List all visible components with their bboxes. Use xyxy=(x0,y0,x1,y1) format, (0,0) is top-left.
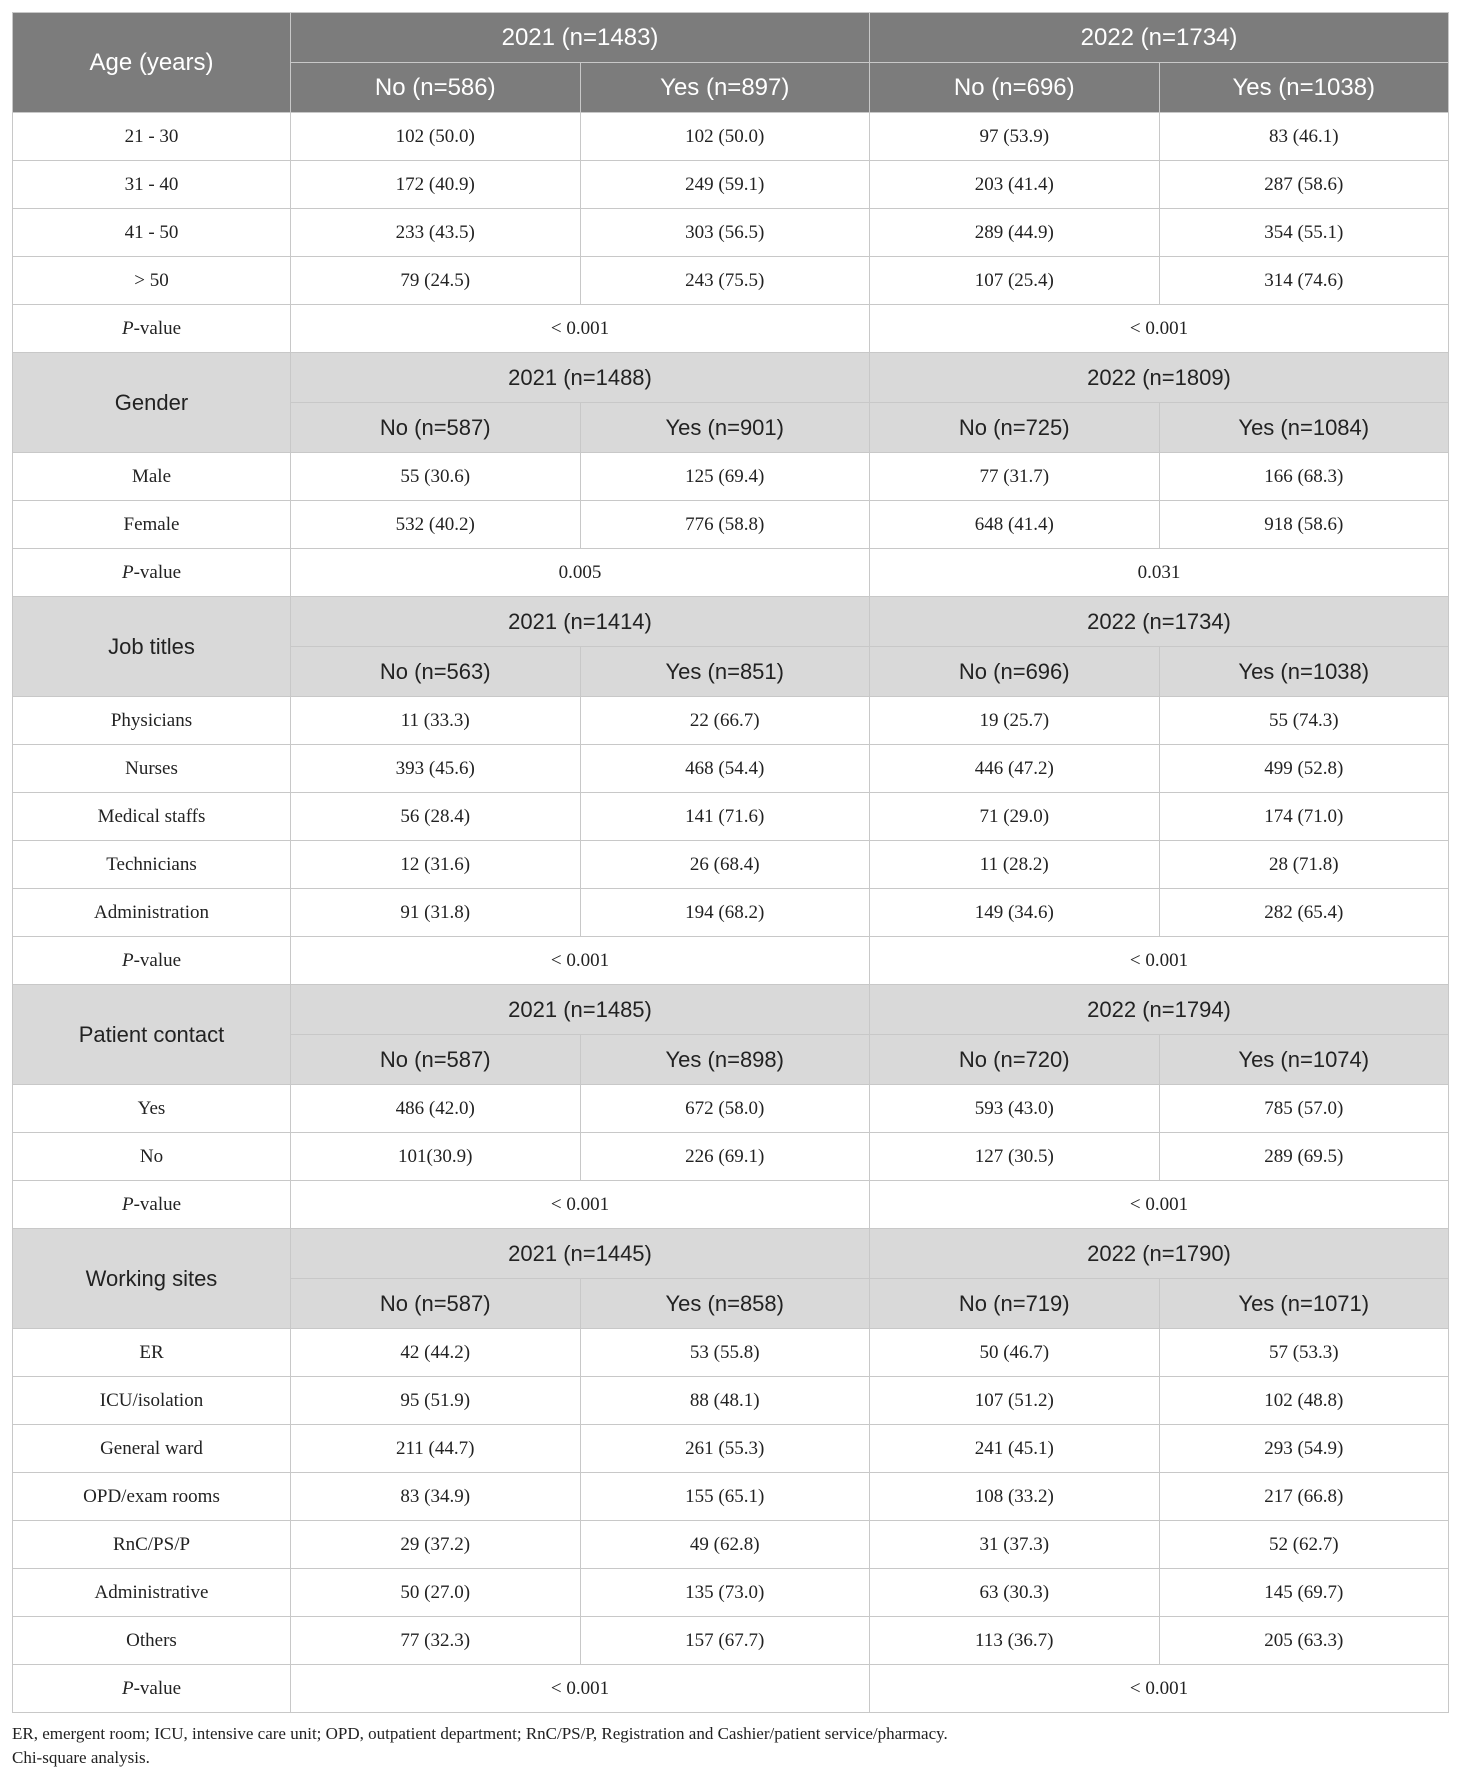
year-2021-header: 2021 (n=1445) xyxy=(291,1229,870,1279)
cell-2021-no: 91 (31.8) xyxy=(291,889,581,937)
cell-2021-no: 102 (50.0) xyxy=(291,113,581,161)
year-2022-header: 2022 (n=1790) xyxy=(870,1229,1449,1279)
sub-2022-yes-header: Yes (n=1038) xyxy=(1159,647,1449,697)
sub-2021-yes-header: Yes (n=851) xyxy=(580,647,870,697)
cell-2022-yes: 293 (54.9) xyxy=(1159,1425,1449,1473)
row-label: > 50 xyxy=(13,257,291,305)
cell-2022-no: 593 (43.0) xyxy=(870,1085,1160,1133)
cell-2022-yes: 918 (58.6) xyxy=(1159,501,1449,549)
sub-2022-no-header: No (n=725) xyxy=(870,403,1160,453)
cell-2021-yes: 22 (66.7) xyxy=(580,697,870,745)
section-header xyxy=(13,985,1449,1085)
table-row xyxy=(13,1569,1449,1617)
cell-2022-no: 50 (46.7) xyxy=(870,1329,1160,1377)
row-label: Administrative xyxy=(13,1569,291,1617)
cell-2022-no: 31 (37.3) xyxy=(870,1521,1160,1569)
cell-2021-no: 55 (30.6) xyxy=(291,453,581,501)
cell-2021-no: 486 (42.0) xyxy=(291,1085,581,1133)
year-2021-header: 2021 (n=1483) xyxy=(291,13,870,63)
sub-2022-yes-header: Yes (n=1071) xyxy=(1159,1279,1449,1329)
p-value-label-italic: P xyxy=(121,1677,134,1699)
row-label: Yes xyxy=(13,1085,291,1133)
table-row xyxy=(13,697,1449,745)
table-row xyxy=(13,1617,1449,1665)
cell-2021-no: 393 (45.6) xyxy=(291,745,581,793)
footnote-method: Chi-square analysis. xyxy=(12,1748,150,1767)
footnotes xyxy=(12,1722,1448,1770)
year-2022-header: 2022 (n=1734) xyxy=(870,597,1449,647)
table-row xyxy=(13,113,1449,161)
sub-2022-no-header: No (n=696) xyxy=(870,63,1160,113)
data-table xyxy=(12,12,1449,1713)
table-row xyxy=(13,209,1449,257)
row-label: Male xyxy=(13,453,291,501)
section-rows xyxy=(13,1085,1449,1229)
row-label: ICU/isolation xyxy=(13,1377,291,1425)
cell-2022-yes: 166 (68.3) xyxy=(1159,453,1449,501)
cell-2021-no: 50 (27.0) xyxy=(291,1569,581,1617)
table-row xyxy=(13,1085,1449,1133)
header-row-years xyxy=(13,353,1449,403)
sub-2022-yes-header: Yes (n=1084) xyxy=(1159,403,1449,453)
cell-2021-no: 11 (33.3) xyxy=(291,697,581,745)
header-row-years xyxy=(13,985,1449,1035)
cell-2022-yes: 102 (48.8) xyxy=(1159,1377,1449,1425)
p-value-2021: < 0.001 xyxy=(291,305,870,353)
cell-2021-no: 83 (34.9) xyxy=(291,1473,581,1521)
cell-2021-yes: 102 (50.0) xyxy=(580,113,870,161)
cell-2021-yes: 135 (73.0) xyxy=(580,1569,870,1617)
p-value-label-rest: -value xyxy=(133,1193,182,1215)
table-row xyxy=(13,257,1449,305)
cell-2021-yes: 26 (68.4) xyxy=(580,841,870,889)
p-value-row xyxy=(13,1181,1449,1229)
p-value-row xyxy=(13,549,1449,597)
section-header xyxy=(13,597,1449,697)
row-label: OPD/exam rooms xyxy=(13,1473,291,1521)
row-label: ER xyxy=(13,1329,291,1377)
section-title: Age (years) xyxy=(13,13,291,113)
section-rows xyxy=(13,1329,1449,1713)
cell-2022-yes: 57 (53.3) xyxy=(1159,1329,1449,1377)
cell-2021-no: 42 (44.2) xyxy=(291,1329,581,1377)
section-header xyxy=(13,353,1449,453)
p-value-row xyxy=(13,937,1449,985)
cell-2022-yes: 174 (71.0) xyxy=(1159,793,1449,841)
cell-2022-yes: 282 (65.4) xyxy=(1159,889,1449,937)
row-label: Others xyxy=(13,1617,291,1665)
row-label: 41 - 50 xyxy=(13,209,291,257)
row-label: Administration xyxy=(13,889,291,937)
p-value-label-rest: -value xyxy=(133,949,182,971)
cell-2022-no: 289 (44.9) xyxy=(870,209,1160,257)
table-row xyxy=(13,1133,1449,1181)
cell-2022-no: 107 (25.4) xyxy=(870,257,1160,305)
cell-2021-no: 532 (40.2) xyxy=(291,501,581,549)
sub-2022-no-header: No (n=720) xyxy=(870,1035,1160,1085)
p-value-2022: < 0.001 xyxy=(870,1181,1449,1229)
cell-2021-yes: 672 (58.0) xyxy=(580,1085,870,1133)
cell-2022-no: 113 (36.7) xyxy=(870,1617,1160,1665)
sub-2021-yes-header: Yes (n=897) xyxy=(580,63,870,113)
header-row-years xyxy=(13,13,1449,63)
sub-2021-no-header: No (n=586) xyxy=(291,63,581,113)
cell-2022-no: 63 (30.3) xyxy=(870,1569,1160,1617)
cell-2021-no: 56 (28.4) xyxy=(291,793,581,841)
section-title: Working sites xyxy=(13,1229,291,1329)
p-value-2021: < 0.001 xyxy=(291,1181,870,1229)
cell-2021-yes: 776 (58.8) xyxy=(580,501,870,549)
cell-2022-yes: 289 (69.5) xyxy=(1159,1133,1449,1181)
cell-2022-no: 648 (41.4) xyxy=(870,501,1160,549)
sub-2022-yes-header: Yes (n=1038) xyxy=(1159,63,1449,113)
section-title: Patient contact xyxy=(13,985,291,1085)
section-title: Job titles xyxy=(13,597,291,697)
row-label: Physicians xyxy=(13,697,291,745)
section-rows xyxy=(13,453,1449,597)
sub-2021-no-header: No (n=587) xyxy=(291,1035,581,1085)
p-value-label xyxy=(13,1181,291,1229)
p-value-label-italic: P xyxy=(121,1193,134,1215)
row-label: 31 - 40 xyxy=(13,161,291,209)
sub-2021-no-header: No (n=563) xyxy=(291,647,581,697)
table-row xyxy=(13,841,1449,889)
p-value-label-italic: P xyxy=(121,561,134,583)
cell-2021-no: 101(30.9) xyxy=(291,1133,581,1181)
header-row-years xyxy=(13,1229,1449,1279)
section-rows xyxy=(13,697,1449,985)
cell-2021-yes: 226 (69.1) xyxy=(580,1133,870,1181)
cell-2021-yes: 155 (65.1) xyxy=(580,1473,870,1521)
year-2021-header: 2021 (n=1485) xyxy=(291,985,870,1035)
p-value-row xyxy=(13,305,1449,353)
cell-2022-yes: 83 (46.1) xyxy=(1159,113,1449,161)
year-2021-header: 2021 (n=1414) xyxy=(291,597,870,647)
cell-2022-yes: 785 (57.0) xyxy=(1159,1085,1449,1133)
table-row xyxy=(13,745,1449,793)
row-label: Technicians xyxy=(13,841,291,889)
cell-2022-no: 446 (47.2) xyxy=(870,745,1160,793)
cell-2022-no: 97 (53.9) xyxy=(870,113,1160,161)
row-label: Nurses xyxy=(13,745,291,793)
table-row xyxy=(13,161,1449,209)
cell-2021-yes: 243 (75.5) xyxy=(580,257,870,305)
table-row xyxy=(13,1377,1449,1425)
cell-2022-no: 203 (41.4) xyxy=(870,161,1160,209)
cell-2021-yes: 468 (54.4) xyxy=(580,745,870,793)
p-value-label xyxy=(13,937,291,985)
cell-2022-yes: 287 (58.6) xyxy=(1159,161,1449,209)
cell-2022-yes: 52 (62.7) xyxy=(1159,1521,1449,1569)
year-2022-header: 2022 (n=1734) xyxy=(870,13,1449,63)
table-row xyxy=(13,1329,1449,1377)
sub-2022-no-header: No (n=719) xyxy=(870,1279,1160,1329)
sub-2022-yes-header: Yes (n=1074) xyxy=(1159,1035,1449,1085)
cell-2021-yes: 194 (68.2) xyxy=(580,889,870,937)
p-value-label-rest: -value xyxy=(133,317,182,339)
section-header xyxy=(13,1229,1449,1329)
cell-2021-yes: 303 (56.5) xyxy=(580,209,870,257)
p-value-label xyxy=(13,305,291,353)
section-title: Gender xyxy=(13,353,291,453)
cell-2021-yes: 49 (62.8) xyxy=(580,1521,870,1569)
cell-2021-no: 79 (24.5) xyxy=(291,257,581,305)
row-label: General ward xyxy=(13,1425,291,1473)
cell-2021-no: 77 (32.3) xyxy=(291,1617,581,1665)
cell-2022-no: 108 (33.2) xyxy=(870,1473,1160,1521)
cell-2021-no: 172 (40.9) xyxy=(291,161,581,209)
cell-2022-yes: 217 (66.8) xyxy=(1159,1473,1449,1521)
table-row xyxy=(13,453,1449,501)
sub-2021-yes-header: Yes (n=858) xyxy=(580,1279,870,1329)
cell-2021-yes: 141 (71.6) xyxy=(580,793,870,841)
cell-2022-no: 77 (31.7) xyxy=(870,453,1160,501)
year-2022-header: 2022 (n=1809) xyxy=(870,353,1449,403)
p-value-2021: < 0.001 xyxy=(291,937,870,985)
p-value-2021: 0.005 xyxy=(291,549,870,597)
cell-2022-yes: 145 (69.7) xyxy=(1159,1569,1449,1617)
p-value-2021: < 0.001 xyxy=(291,1665,870,1713)
sub-2021-no-header: No (n=587) xyxy=(291,403,581,453)
table-row xyxy=(13,501,1449,549)
p-value-label-rest: -value xyxy=(133,561,182,583)
cell-2022-no: 241 (45.1) xyxy=(870,1425,1160,1473)
cell-2022-no: 71 (29.0) xyxy=(870,793,1160,841)
cell-2022-no: 19 (25.7) xyxy=(870,697,1160,745)
p-value-label-italic: P xyxy=(121,317,134,339)
cell-2021-yes: 261 (55.3) xyxy=(580,1425,870,1473)
cell-2022-no: 107 (51.2) xyxy=(870,1377,1160,1425)
cell-2022-yes: 354 (55.1) xyxy=(1159,209,1449,257)
row-label: Female xyxy=(13,501,291,549)
cell-2021-yes: 125 (69.4) xyxy=(580,453,870,501)
cell-2021-no: 29 (37.2) xyxy=(291,1521,581,1569)
p-value-label-italic: P xyxy=(121,949,134,971)
cell-2021-no: 95 (51.9) xyxy=(291,1377,581,1425)
table-container xyxy=(12,12,1448,1770)
p-value-2022: < 0.001 xyxy=(870,1665,1449,1713)
year-2022-header: 2022 (n=1794) xyxy=(870,985,1449,1035)
p-value-2022: < 0.001 xyxy=(870,937,1449,985)
row-label: No xyxy=(13,1133,291,1181)
cell-2021-no: 233 (43.5) xyxy=(291,209,581,257)
cell-2022-no: 149 (34.6) xyxy=(870,889,1160,937)
sub-2021-yes-header: Yes (n=898) xyxy=(580,1035,870,1085)
year-2021-header: 2021 (n=1488) xyxy=(291,353,870,403)
p-value-2022: 0.031 xyxy=(870,549,1449,597)
table-row xyxy=(13,1521,1449,1569)
cell-2022-no: 127 (30.5) xyxy=(870,1133,1160,1181)
header-row-years xyxy=(13,597,1449,647)
p-value-label xyxy=(13,549,291,597)
sub-2021-no-header: No (n=587) xyxy=(291,1279,581,1329)
cell-2022-yes: 28 (71.8) xyxy=(1159,841,1449,889)
section-rows xyxy=(13,113,1449,353)
row-label: RnC/PS/P xyxy=(13,1521,291,1569)
cell-2021-yes: 157 (67.7) xyxy=(580,1617,870,1665)
sub-2021-yes-header: Yes (n=901) xyxy=(580,403,870,453)
row-label: 21 - 30 xyxy=(13,113,291,161)
cell-2021-yes: 53 (55.8) xyxy=(580,1329,870,1377)
section-header xyxy=(13,13,1449,113)
sub-2022-no-header: No (n=696) xyxy=(870,647,1160,697)
cell-2021-no: 211 (44.7) xyxy=(291,1425,581,1473)
table-row xyxy=(13,889,1449,937)
footnote-abbreviations: ER, emergent room; ICU, intensive care unit; OPD, outpatient department; RnC/PS/P, Registration and Cashier/patient service/pharmacy. xyxy=(12,1724,948,1743)
table-row xyxy=(13,793,1449,841)
cell-2021-no: 12 (31.6) xyxy=(291,841,581,889)
table-row xyxy=(13,1425,1449,1473)
p-value-label-rest: -value xyxy=(133,1677,182,1699)
p-value-label xyxy=(13,1665,291,1713)
cell-2022-yes: 55 (74.3) xyxy=(1159,697,1449,745)
cell-2022-no: 11 (28.2) xyxy=(870,841,1160,889)
cell-2021-yes: 249 (59.1) xyxy=(580,161,870,209)
cell-2022-yes: 314 (74.6) xyxy=(1159,257,1449,305)
cell-2022-yes: 499 (52.8) xyxy=(1159,745,1449,793)
cell-2022-yes: 205 (63.3) xyxy=(1159,1617,1449,1665)
p-value-2022: < 0.001 xyxy=(870,305,1449,353)
row-label: Medical staffs xyxy=(13,793,291,841)
table-row xyxy=(13,1473,1449,1521)
p-value-row xyxy=(13,1665,1449,1713)
cell-2021-yes: 88 (48.1) xyxy=(580,1377,870,1425)
